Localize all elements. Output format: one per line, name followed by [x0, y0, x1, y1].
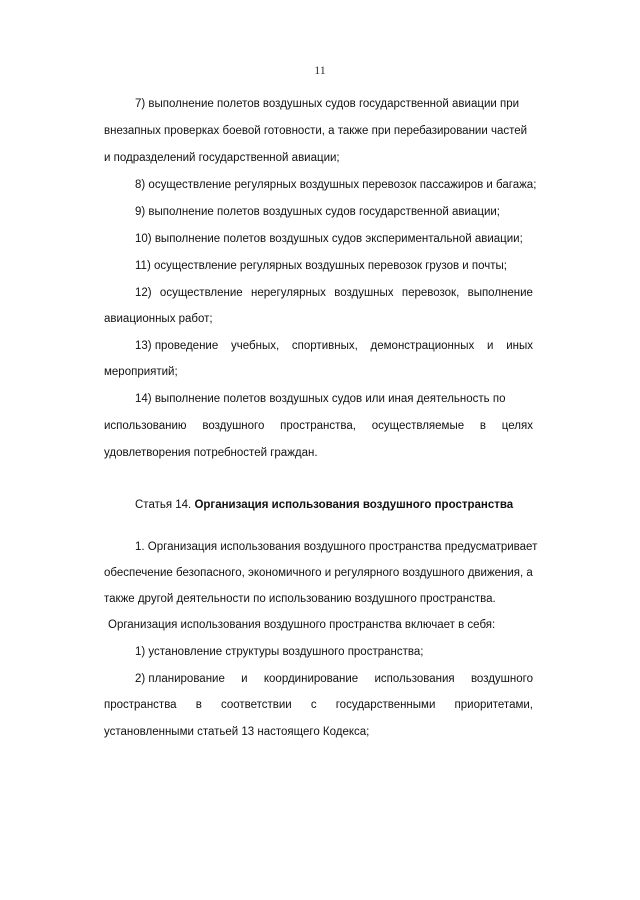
text-line [104, 419, 533, 433]
text-line: авиационных работ; [104, 313, 213, 325]
text-line [104, 698, 533, 712]
word: соответствии [220, 699, 292, 711]
word: пространства [104, 699, 177, 711]
word: координирование [263, 673, 359, 685]
page-number: 11 [314, 63, 326, 77]
text-line: 10) выполнение полетов воздушных судов экспериментальной авиации; [135, 233, 523, 245]
text-line: Организация использования воздушного пространства включает в себя: [108, 619, 496, 631]
text-line: 7) выполнение полетов воздушных судов государственной авиации при [135, 98, 520, 110]
word: демонстрационных [370, 340, 475, 352]
word: и [487, 340, 494, 352]
word: воздушных [334, 287, 394, 299]
word: 12) [135, 287, 152, 299]
word: 13) проведение [135, 340, 219, 352]
text-line: мероприятий; [104, 366, 178, 378]
word: воздушного [202, 420, 265, 432]
text-line: 1) установление структуры воздушного пространства; [135, 646, 424, 658]
text-line: 8) осуществление регулярных воздушных перевозок пассажиров и багажа; [135, 179, 537, 191]
word: государственными [335, 699, 436, 711]
text-line: обеспечение безопасного, экономичного и регулярного воздушного движения, а [104, 567, 533, 579]
word: спортивных, [291, 340, 358, 352]
text-line [135, 339, 533, 353]
word: воздушного [470, 673, 533, 685]
word: в [479, 420, 487, 432]
text-line [135, 286, 533, 300]
word: и [241, 673, 248, 685]
word: осуществление [159, 287, 243, 299]
text-line: и подразделений государственной авиации; [104, 152, 340, 164]
word: целях [501, 420, 533, 432]
word: иных [506, 340, 533, 352]
text-line: 11) осуществление регулярных воздушных перевозок грузов и почты; [135, 260, 508, 272]
word: перевозок, [401, 287, 460, 299]
word: в [195, 699, 202, 711]
text-line: внезапных проверках боевой готовности, а также при перебазировании частей [104, 125, 528, 137]
text-line: 9) выполнение полетов воздушных судов государственной авиации; [135, 206, 500, 218]
word: осуществляемые [371, 420, 465, 432]
word: учебных, [231, 340, 280, 352]
text-line [135, 672, 533, 686]
text-line: 14) выполнение полетов воздушных судов или иная деятельность по [135, 393, 506, 405]
article-number: Статья 14. [135, 499, 195, 511]
word: нерегулярных [250, 287, 326, 299]
word: использованию [104, 420, 187, 432]
text-line: также другой деятельности по использованию воздушного пространства. [104, 593, 496, 605]
text-line: удовлетворения потребностей граждан. [104, 447, 318, 459]
word: 2) планирование [135, 673, 225, 685]
word: выполнение [467, 287, 533, 299]
text-line: установленными статьей 13 настоящего Кодекса; [104, 726, 370, 738]
word: пространства, [280, 420, 356, 432]
article-title: Организация использования воздушного пространства [194, 499, 514, 511]
article-heading [135, 498, 513, 512]
word: приоритетами, [454, 699, 533, 711]
text-line: 1. Организация использования воздушного пространства предусматривает [135, 541, 538, 553]
word: с [310, 699, 317, 711]
word: использования [374, 673, 455, 685]
